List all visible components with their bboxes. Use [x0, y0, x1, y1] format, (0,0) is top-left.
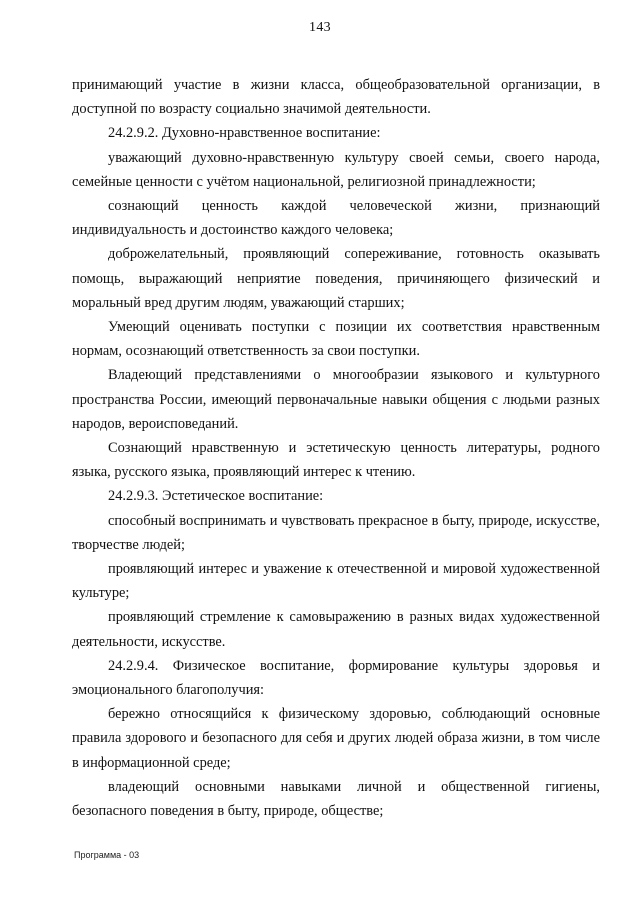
paragraph-benevolent: доброжелательный, проявляющий сопереживание, готовность оказывать помощь, выражающий неприятие поведения, причиняющего физический и моральный вред другим людям, уважающий старших; — [72, 246, 600, 311]
heading-aesthetic-education: 24.2.9.3. Эстетическое воспитание: — [108, 488, 324, 505]
footer-program-label: Программа - 03 — [74, 850, 140, 860]
paragraph-health-care: бережно относящийся к физическому здоровью, соблюдающий основные правила здорового и безопасного для себя и других людей образа жизни, в том числе в информационной среде; — [72, 706, 600, 771]
paragraph-art-culture: проявляющий интерес и уважение к отечественной и мировой художественной культуре; — [72, 561, 600, 602]
paragraph-language-diversity: Владеющий представлениями о многообразии языкового и культурного пространства России, имеющий первоначальные навыки общения с людьми разных народов, вероисповеданий. — [72, 367, 600, 432]
paragraph-respects-culture: уважающий духовно-нравственную культуру своей семьи, своего народа, семейные ценности с учётом национальной, религиозной принадлежности; — [72, 149, 600, 190]
paragraph-literature-value: Сознающий нравственную и эстетическую ценность литературы, родного языка, русского языка, проявляющий интерес к чтению. — [72, 440, 600, 481]
page-number: 143 — [309, 20, 331, 35]
paragraph-evaluates-actions: Умеющий оценивать поступки с позиции их соответствия нравственным нормам, осознающий ответственность за свои поступки. — [72, 319, 600, 360]
paragraph-hygiene-skills: владеющий основными навыками личной и общественной гигиены, безопасного поведения в быту, природе, обществе; — [72, 778, 600, 820]
paragraph-values-life: сознающий ценность каждой человеческой жизни, признающий индивидуальность и достоинство каждого человека; — [72, 198, 600, 239]
paragraph-self-expression: проявляющий стремление к самовыражению в разных видах художественной деятельности, искусстве. — [72, 609, 600, 650]
heading-physical-education: 24.2.9.4. Физическое воспитание, формирование культуры здоровья и эмоционального благополучия: — [72, 657, 600, 699]
document-body — [72, 73, 600, 823]
heading-spiritual-moral-education: 24.2.9.2. Духовно-нравственное воспитание: — [108, 125, 381, 142]
paragraph-participation: принимающий участие в жизни класса, общеобразовательной организации, в доступной по возрасту социально значимой деятельности. — [72, 77, 600, 118]
paragraph-perceives-beauty: способный воспринимать и чувствовать прекрасное в быту, природе, искусстве, творчестве людей; — [72, 512, 600, 553]
